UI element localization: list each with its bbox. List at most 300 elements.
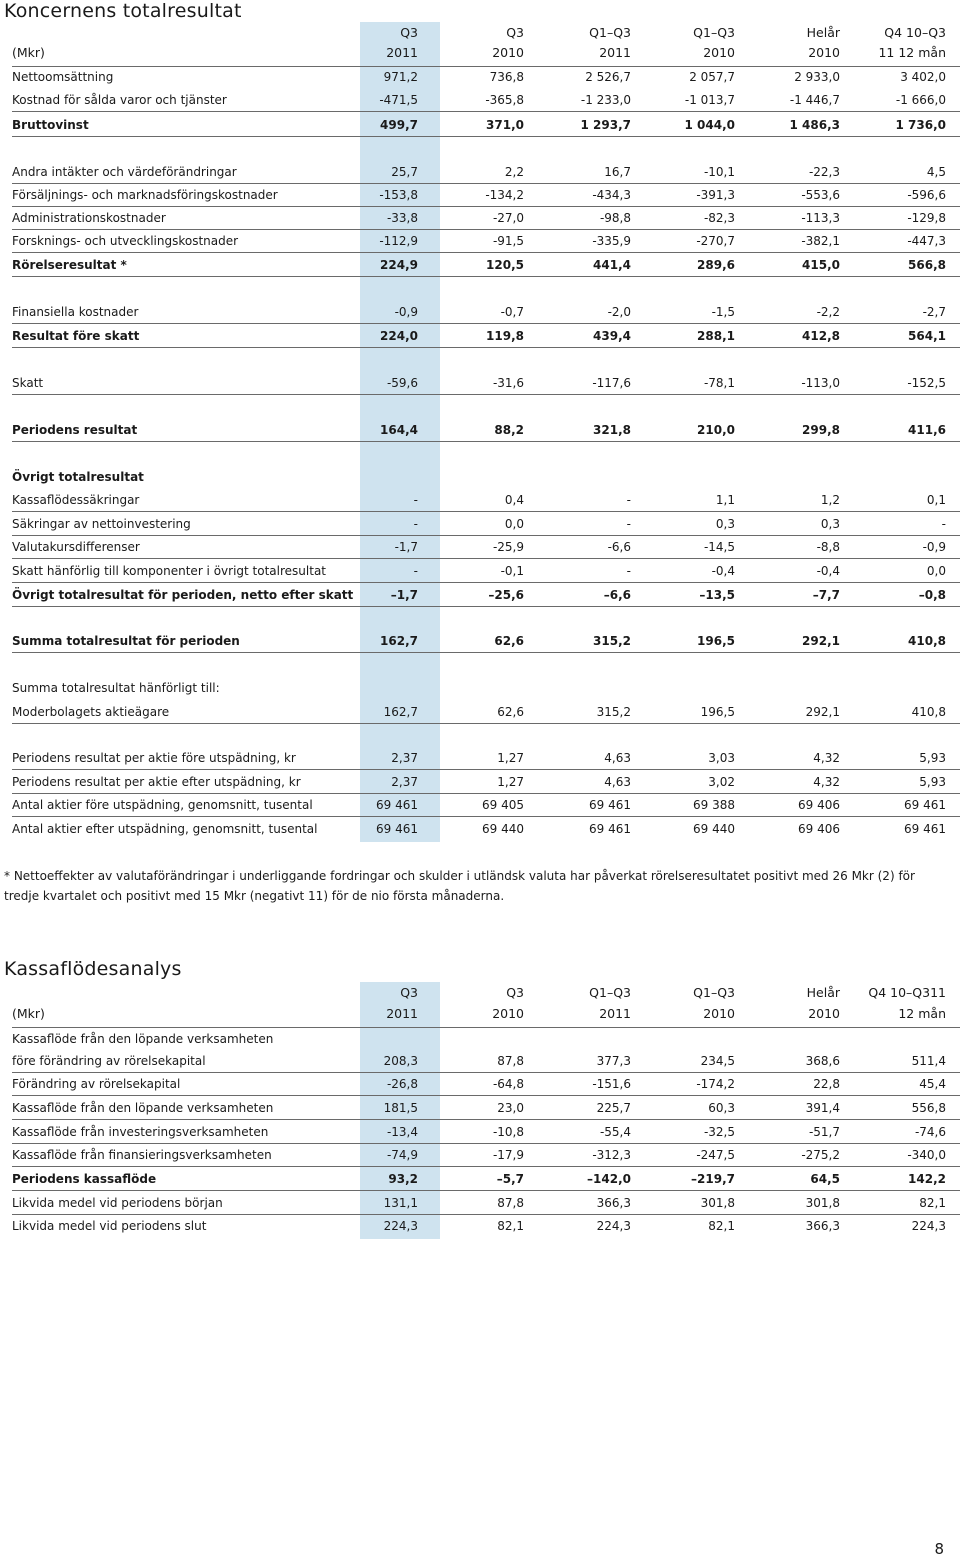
- value-cell: 234,5: [700, 1054, 735, 1068]
- value-cell: -78,1: [703, 376, 735, 390]
- row-label: Summa totalresultat för perioden: [12, 634, 240, 648]
- row-divider: [12, 558, 960, 559]
- row-divider: [12, 441, 960, 442]
- row-label: Periodens kassaflöde: [12, 1172, 157, 1186]
- value-cell: -1 013,7: [684, 93, 735, 107]
- value-cell: 208,3: [383, 1054, 418, 1068]
- value-cell: 1 736,0: [895, 118, 946, 132]
- value-cell: -31,6: [492, 376, 524, 390]
- header-cell: 2010: [492, 45, 524, 60]
- header-cell: Q3: [506, 25, 524, 40]
- table-row: [12, 419, 960, 441]
- value-cell: 1,27: [497, 751, 524, 765]
- value-cell: 2,37: [391, 775, 418, 789]
- value-cell: -2,0: [607, 305, 631, 319]
- value-cell: -0,4: [711, 564, 735, 578]
- value-cell: 181,5: [383, 1101, 418, 1115]
- table-row: [12, 677, 960, 699]
- value-cell: 2 933,0: [794, 70, 840, 84]
- table-row: [12, 489, 960, 511]
- value-cell: 301,8: [805, 1196, 840, 1210]
- table-row: [12, 794, 960, 816]
- value-cell: -113,0: [801, 376, 840, 390]
- value-cell: 0,3: [715, 517, 735, 531]
- value-cell: 412,8: [802, 329, 840, 343]
- value-cell: 162,7: [380, 634, 418, 648]
- value-cell: 1,1: [715, 493, 735, 507]
- row-label: Antal aktier före utspädning, genomsnitt, tusental: [12, 798, 313, 812]
- value-cell: 4,63: [604, 775, 631, 789]
- value-cell: -1 446,7: [789, 93, 840, 107]
- row-label: Övrigt totalresultat: [12, 470, 144, 484]
- value-cell: 292,1: [802, 634, 840, 648]
- value-cell: 0,4: [504, 493, 524, 507]
- value-cell: -74,6: [914, 1125, 946, 1139]
- value-cell: -2,7: [922, 305, 946, 319]
- header-row-bottom: [12, 42, 960, 64]
- value-cell: 224,9: [380, 258, 418, 272]
- value-cell: -: [626, 493, 631, 507]
- value-cell: -312,3: [592, 1148, 631, 1162]
- row-label: Skatt: [12, 376, 44, 390]
- value-cell: 69 461: [904, 798, 946, 812]
- value-cell: 368,6: [805, 1054, 840, 1068]
- value-cell: -129,8: [907, 211, 946, 225]
- value-cell: -: [413, 564, 418, 578]
- value-cell: 2 057,7: [689, 70, 735, 84]
- value-cell: -340,0: [907, 1148, 946, 1162]
- row-label: Kassaflödessäkringar: [12, 493, 140, 507]
- table-row: [12, 1073, 960, 1095]
- value-cell: 410,8: [911, 705, 946, 719]
- value-cell: 69 461: [376, 798, 418, 812]
- value-cell: 4,63: [604, 751, 631, 765]
- value-cell: 1,27: [497, 775, 524, 789]
- header-cell: 2010: [492, 1006, 524, 1021]
- section-title-totalresultat: Koncernens totalresultat: [4, 0, 242, 22]
- row-label: Antal aktier efter utspädning, genomsnitt, tusental: [12, 822, 318, 836]
- value-cell: 69 440: [482, 822, 524, 836]
- header-cell: 2011: [386, 1006, 418, 1021]
- value-cell: -: [413, 517, 418, 531]
- header-cell: Q1–Q3: [693, 985, 735, 1000]
- row-label: Summa totalresultat hänförligt till:: [12, 681, 220, 695]
- value-cell: 224,0: [380, 329, 418, 343]
- row-label: Säkringar av nettoinvestering: [12, 517, 191, 531]
- value-cell: 1 293,7: [580, 118, 631, 132]
- row-divider: [12, 111, 960, 112]
- row-divider: [12, 1166, 960, 1167]
- value-cell: 93,2: [388, 1172, 418, 1186]
- row-label: Periodens resultat: [12, 423, 138, 437]
- row-label: Kostnad för sålda varor och tjänster: [12, 93, 227, 107]
- value-cell: -59,6: [386, 376, 418, 390]
- table-row: [12, 513, 960, 535]
- header-cell: Helår: [806, 985, 840, 1000]
- value-cell: 82,1: [497, 1219, 524, 1233]
- value-cell: 69 461: [589, 798, 631, 812]
- value-cell: -0,9: [922, 540, 946, 554]
- value-cell: -17,9: [492, 1148, 524, 1162]
- value-cell: 5,93: [919, 775, 946, 789]
- row-label: Skatt hänförlig till komponenter i övrigt totalresultat: [12, 564, 327, 578]
- value-cell: 69 406: [798, 798, 840, 812]
- value-cell: -: [626, 564, 631, 578]
- value-cell: –25,6: [488, 588, 524, 602]
- header-cell: 12 mån: [898, 1006, 946, 1021]
- value-cell: -2,2: [816, 305, 840, 319]
- value-cell: 224,3: [911, 1219, 946, 1233]
- header-cell: Q1–Q3: [589, 985, 631, 1000]
- table-row: [12, 372, 960, 394]
- value-cell: 377,3: [596, 1054, 631, 1068]
- value-cell: 1,2: [820, 493, 840, 507]
- value-cell: -26,8: [386, 1077, 418, 1091]
- value-cell: -1 233,0: [580, 93, 631, 107]
- header-cell: Q1–Q3: [693, 25, 735, 40]
- value-cell: 0,0: [504, 517, 524, 531]
- table-row: [12, 466, 960, 488]
- row-divider: [12, 652, 960, 653]
- value-cell: -270,7: [696, 234, 735, 248]
- value-cell: 196,5: [697, 634, 735, 648]
- row-divider: [12, 136, 960, 137]
- row-label: Periodens resultat per aktie efter utspädning, kr: [12, 775, 301, 789]
- value-cell: -112,9: [379, 234, 418, 248]
- value-cell: 60,3: [708, 1101, 735, 1115]
- value-cell: 0,3: [820, 517, 840, 531]
- header-cell: Helår: [806, 25, 840, 40]
- value-cell: -51,7: [808, 1125, 840, 1139]
- value-cell: 315,2: [593, 634, 631, 648]
- row-label: Kassaflöde från den löpande verksamheten: [12, 1032, 274, 1046]
- value-cell: -64,8: [492, 1077, 524, 1091]
- value-cell: 439,4: [593, 329, 631, 343]
- table-row: [12, 771, 960, 793]
- value-cell: 22,8: [813, 1077, 840, 1091]
- value-cell: -13,4: [386, 1125, 418, 1139]
- value-cell: –142,0: [587, 1172, 631, 1186]
- row-divider: [12, 1190, 960, 1191]
- row-divider: [12, 1095, 960, 1096]
- value-cell: 3,03: [708, 751, 735, 765]
- value-cell: -553,6: [801, 188, 840, 202]
- value-cell: -117,6: [592, 376, 631, 390]
- table-row: [12, 1050, 960, 1072]
- table-row: [12, 1168, 960, 1190]
- value-cell: 391,4: [805, 1101, 840, 1115]
- value-cell: 2,37: [391, 751, 418, 765]
- value-cell: 69 440: [693, 822, 735, 836]
- value-cell: 69 461: [589, 822, 631, 836]
- row-divider: [12, 276, 960, 277]
- value-cell: -434,3: [592, 188, 631, 202]
- value-cell: –5,7: [496, 1172, 524, 1186]
- table-row: [12, 184, 960, 206]
- value-cell: -10,1: [703, 165, 735, 179]
- value-cell: 736,8: [489, 70, 524, 84]
- value-cell: -365,8: [485, 93, 524, 107]
- row-label: Forsknings- och utvecklingskostnader: [12, 234, 239, 248]
- value-cell: -8,8: [816, 540, 840, 554]
- value-cell: 87,8: [497, 1196, 524, 1210]
- value-cell: 210,0: [697, 423, 735, 437]
- table-row: [12, 1144, 960, 1166]
- header-cell: Q4 10–Q3: [884, 25, 946, 40]
- value-cell: 131,1: [383, 1196, 418, 1210]
- header-cell: Q3: [400, 25, 418, 40]
- value-cell: -6,6: [607, 540, 631, 554]
- header-cell: 2011: [599, 1006, 631, 1021]
- value-cell: 4,5: [926, 165, 946, 179]
- row-label: Moderbolagets aktieägare: [12, 705, 170, 719]
- header-cell: Q4 10–Q311: [868, 985, 946, 1000]
- value-cell: 292,1: [805, 705, 840, 719]
- value-cell: -1 666,0: [895, 93, 946, 107]
- value-cell: -152,5: [907, 376, 946, 390]
- table-row: [12, 630, 960, 652]
- row-label: Övrigt totalresultat för perioden, netto efter skatt: [12, 588, 354, 602]
- row-label: Nettoomsättning: [12, 70, 114, 84]
- value-cell: -134,2: [485, 188, 524, 202]
- row-label: Periodens resultat per aktie före utspädning, kr: [12, 751, 296, 765]
- value-cell: 142,2: [908, 1172, 946, 1186]
- value-cell: -82,3: [703, 211, 735, 225]
- table-row: [12, 230, 960, 252]
- value-cell: 4,32: [813, 751, 840, 765]
- value-cell: -33,8: [386, 211, 418, 225]
- value-cell: 2 526,7: [585, 70, 631, 84]
- value-cell: 69 406: [798, 822, 840, 836]
- value-cell: -10,8: [492, 1125, 524, 1139]
- value-cell: 415,0: [802, 258, 840, 272]
- value-cell: 69 461: [376, 822, 418, 836]
- value-cell: 164,4: [380, 423, 418, 437]
- value-cell: -0,7: [500, 305, 524, 319]
- value-cell: 69 461: [904, 822, 946, 836]
- row-label: Rörelseresultat *: [12, 258, 127, 272]
- row-label: Kassaflöde från investeringsverksamheten: [12, 1125, 269, 1139]
- value-cell: 971,2: [383, 70, 418, 84]
- row-label: Likvida medel vid periodens slut: [12, 1219, 207, 1233]
- row-divider: [12, 511, 960, 512]
- row-label: Kassaflöde från den löpande verksamheten: [12, 1101, 274, 1115]
- value-cell: -382,1: [801, 234, 840, 248]
- row-divider: [12, 723, 960, 724]
- table-row: [12, 1097, 960, 1119]
- value-cell: -74,9: [386, 1148, 418, 1162]
- value-cell: 87,8: [497, 1054, 524, 1068]
- value-cell: -1,7: [394, 540, 418, 554]
- value-cell: 299,8: [802, 423, 840, 437]
- table-row: [12, 560, 960, 582]
- value-cell: 301,8: [700, 1196, 735, 1210]
- value-cell: 3,02: [708, 775, 735, 789]
- row-label: Förändring av rörelsekapital: [12, 1077, 181, 1091]
- table-row: [12, 1028, 960, 1050]
- row-label: Bruttovinst: [12, 118, 89, 132]
- value-cell: -0,1: [500, 564, 524, 578]
- row-label: Valutakursdifferenser: [12, 540, 140, 554]
- value-cell: -0,9: [394, 305, 418, 319]
- value-cell: -113,3: [801, 211, 840, 225]
- value-cell: 45,4: [919, 1077, 946, 1091]
- row-label: Resultat före skatt: [12, 329, 140, 343]
- value-cell: 366,3: [596, 1196, 631, 1210]
- unit-label: (Mkr): [12, 1006, 45, 1021]
- value-cell: 441,4: [593, 258, 631, 272]
- value-cell: 120,5: [486, 258, 524, 272]
- row-divider: [12, 323, 960, 324]
- section-title-kassaflode: Kassaflödesanalys: [4, 958, 182, 980]
- value-cell: -151,6: [592, 1077, 631, 1091]
- row-label: Kassaflöde från finansieringsverksamheten: [12, 1148, 272, 1162]
- value-cell: 224,3: [383, 1219, 418, 1233]
- row-label: före förändring av rörelsekapital: [12, 1054, 206, 1068]
- value-cell: –1,7: [390, 588, 418, 602]
- value-cell: 289,6: [697, 258, 735, 272]
- table-row: [12, 701, 960, 723]
- header-cell: Q3: [400, 985, 418, 1000]
- value-cell: 371,0: [486, 118, 524, 132]
- value-cell: 225,7: [596, 1101, 631, 1115]
- table-row: [12, 1215, 960, 1237]
- row-divider: [12, 816, 960, 817]
- value-cell: 23,0: [497, 1101, 524, 1115]
- value-cell: 556,8: [911, 1101, 946, 1115]
- table-row: [12, 1192, 960, 1214]
- table-row: [12, 89, 960, 111]
- row-divider: [12, 606, 960, 607]
- value-cell: 315,2: [596, 705, 631, 719]
- value-cell: 88,2: [494, 423, 524, 437]
- value-cell: 64,5: [810, 1172, 840, 1186]
- value-cell: –6,6: [603, 588, 631, 602]
- value-cell: -98,8: [599, 211, 631, 225]
- header-row-bottom: [12, 1003, 960, 1025]
- header-cell: 2011: [386, 45, 418, 60]
- value-cell: 82,1: [919, 1196, 946, 1210]
- header-row-top: [12, 982, 960, 1004]
- page-number: 8: [934, 1540, 944, 1558]
- value-cell: 4,32: [813, 775, 840, 789]
- row-divider: [12, 769, 960, 770]
- row-divider: [12, 252, 960, 253]
- value-cell: -335,9: [592, 234, 631, 248]
- value-cell: 224,3: [596, 1219, 631, 1233]
- value-cell: 0,1: [926, 493, 946, 507]
- value-cell: -25,9: [492, 540, 524, 554]
- row-label: Likvida medel vid periodens början: [12, 1196, 223, 1210]
- value-cell: -391,3: [696, 188, 735, 202]
- value-cell: -22,3: [808, 165, 840, 179]
- table-row: [12, 66, 960, 88]
- value-cell: 3 402,0: [900, 70, 946, 84]
- row-label: Finansiella kostnader: [12, 305, 139, 319]
- footnote: * Nettoeffekter av valutaförändringar i underliggande fordringar och skulder i utländsk valuta har påverkat rörelseresultatet positivt med 26 Mkr (2) för tredje kvartalet och positivt med 15 Mkr (negativt 11) för de nio första månaderna.: [4, 869, 915, 903]
- value-cell: 82,1: [708, 1219, 735, 1233]
- value-cell: -27,0: [492, 211, 524, 225]
- value-cell: -55,4: [599, 1125, 631, 1139]
- value-cell: -247,5: [696, 1148, 735, 1162]
- value-cell: -32,5: [703, 1125, 735, 1139]
- value-cell: -: [626, 517, 631, 531]
- table-row: [12, 254, 960, 276]
- row-divider: [12, 394, 960, 395]
- value-cell: 25,7: [391, 165, 418, 179]
- value-cell: –7,7: [812, 588, 840, 602]
- value-cell: –13,5: [699, 588, 735, 602]
- row-divider: [12, 1119, 960, 1120]
- value-cell: 0,0: [926, 564, 946, 578]
- value-cell: -275,2: [801, 1148, 840, 1162]
- table-row: [12, 1121, 960, 1143]
- value-cell: -91,5: [492, 234, 524, 248]
- value-cell: -1,5: [711, 305, 735, 319]
- value-cell: 564,1: [908, 329, 946, 343]
- table-row: [12, 114, 960, 136]
- value-cell: 411,6: [908, 423, 946, 437]
- value-cell: 62,6: [494, 634, 524, 648]
- header-cell: 2010: [808, 45, 840, 60]
- value-cell: 119,8: [486, 329, 524, 343]
- value-cell: –219,7: [691, 1172, 735, 1186]
- value-cell: 288,1: [697, 329, 735, 343]
- value-cell: 69 388: [693, 798, 735, 812]
- value-cell: 16,7: [604, 165, 631, 179]
- value-cell: 1 044,0: [684, 118, 735, 132]
- table-row: [12, 584, 960, 606]
- header-cell: 2010: [703, 45, 735, 60]
- header-cell: Q1–Q3: [589, 25, 631, 40]
- value-cell: -0,4: [816, 564, 840, 578]
- row-label: Andra intäkter och värdeförändringar: [12, 165, 237, 179]
- row-divider: [12, 582, 960, 583]
- header-cell: 11 12 mån: [878, 45, 946, 60]
- table-row: [12, 161, 960, 183]
- header-cell: 2011: [599, 45, 631, 60]
- value-cell: 196,5: [700, 705, 735, 719]
- value-cell: -: [413, 493, 418, 507]
- unit-label: (Mkr): [12, 45, 45, 60]
- value-cell: 162,7: [383, 705, 418, 719]
- header-cell: 2010: [703, 1006, 735, 1021]
- value-cell: 321,8: [593, 423, 631, 437]
- value-cell: -: [941, 517, 946, 531]
- value-cell: 1 486,3: [789, 118, 840, 132]
- header-row-top: [12, 22, 960, 44]
- table-row: [12, 207, 960, 229]
- value-cell: -14,5: [703, 540, 735, 554]
- value-cell: 366,3: [805, 1219, 840, 1233]
- value-cell: 69 405: [482, 798, 524, 812]
- value-cell: -596,6: [907, 188, 946, 202]
- value-cell: 62,6: [497, 705, 524, 719]
- table-row: [12, 747, 960, 769]
- header-cell: 2010: [808, 1006, 840, 1021]
- value-cell: 499,7: [380, 118, 418, 132]
- value-cell: 410,8: [908, 634, 946, 648]
- row-label: Försäljnings- och marknadsföringskostnader: [12, 188, 278, 202]
- value-cell: 511,4: [911, 1054, 946, 1068]
- value-cell: -471,5: [379, 93, 418, 107]
- table-row: [12, 818, 960, 840]
- header-cell: Q3: [506, 985, 524, 1000]
- row-divider: [12, 347, 960, 348]
- value-cell: -153,8: [379, 188, 418, 202]
- table-row: [12, 301, 960, 323]
- value-cell: –0,8: [918, 588, 946, 602]
